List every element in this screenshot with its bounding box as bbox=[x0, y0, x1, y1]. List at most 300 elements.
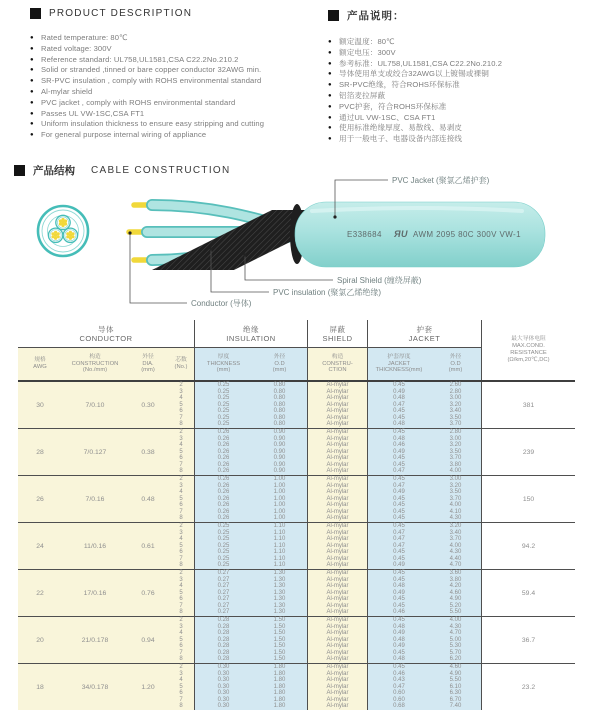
cell-line: 1.50 bbox=[273, 623, 286, 630]
subheader-insulation-od bbox=[252, 348, 308, 380]
description-en-item bbox=[30, 65, 322, 76]
cell-line: 4.30 bbox=[449, 549, 462, 556]
cell-line: 0.80 bbox=[273, 414, 286, 421]
jacket-od-cell bbox=[430, 382, 482, 428]
dia-cell: 0.30 bbox=[128, 382, 168, 428]
cell-line: 2.80 bbox=[449, 388, 462, 395]
cell-line: (No./mm) bbox=[82, 367, 108, 374]
cell-line: Al-mylar bbox=[326, 617, 349, 624]
description-cn-item bbox=[328, 102, 596, 113]
cores-cell bbox=[168, 664, 195, 710]
cell-line: 0.47 bbox=[393, 536, 405, 543]
cell-line: 6.10 bbox=[449, 683, 462, 690]
insulation-od-cell bbox=[252, 570, 308, 616]
cell-line: 0.45 bbox=[393, 408, 405, 415]
cell-line: 0.45 bbox=[393, 476, 405, 483]
cell-line: Al-mylar bbox=[326, 495, 349, 502]
jacket-thickness-cell bbox=[368, 617, 430, 663]
cell-line: 3.70 bbox=[449, 536, 462, 543]
cell-line: 0.25 bbox=[217, 523, 230, 530]
cell-line: 6.20 bbox=[449, 656, 462, 663]
cell-line: 0.25 bbox=[217, 549, 230, 556]
insulation-thickness-cell bbox=[195, 382, 252, 428]
column-group-shield bbox=[308, 320, 368, 348]
cell-line: 2 bbox=[179, 476, 183, 483]
cell-line: 4.30 bbox=[449, 623, 462, 630]
bullet-icon: ● bbox=[30, 67, 34, 74]
cell-line: 8 bbox=[179, 468, 183, 475]
jacket-thickness-cell bbox=[368, 523, 430, 569]
cell-line: 1.10 bbox=[273, 542, 286, 549]
max-resistance-cell: 23.2 bbox=[521, 683, 536, 691]
cell-line: 0.26 bbox=[217, 429, 230, 436]
jacket-od-cell bbox=[430, 523, 482, 569]
cell-line: 0.25 bbox=[217, 555, 230, 562]
cell-line: 0.25 bbox=[217, 414, 230, 421]
insulation-od-cell bbox=[252, 617, 308, 663]
cell-line: 0.45 bbox=[393, 570, 405, 577]
cell-line: 0.26 bbox=[217, 476, 230, 483]
cell-line: 3.80 bbox=[449, 461, 462, 468]
cell-line: JACKET bbox=[387, 360, 411, 367]
spiral-shield-label: Spiral Shield (缠绕屏蔽) bbox=[337, 276, 422, 285]
bullet-icon: ● bbox=[328, 125, 332, 132]
jacket-print-text bbox=[347, 229, 521, 239]
cell-line: 1.80 bbox=[273, 664, 286, 671]
cell-line: 0.26 bbox=[217, 461, 230, 468]
cell-line: 5.00 bbox=[449, 636, 462, 643]
construction-cell: 7/0.16 bbox=[62, 476, 128, 522]
cell-line: 0.68 bbox=[393, 703, 405, 710]
insulation-od-cell bbox=[252, 664, 308, 710]
cell-line: 0.25 bbox=[217, 421, 230, 428]
description-en-text: Reference standard: UL758,UL1581,CSA C22.2No.210.2 bbox=[41, 54, 239, 64]
cell-line: 1.00 bbox=[273, 489, 286, 496]
column-group-insulation bbox=[195, 320, 308, 348]
cell-line: 4.70 bbox=[449, 630, 462, 637]
cell-line: 0.49 bbox=[393, 448, 405, 455]
cell-line: 6 bbox=[179, 690, 183, 697]
cell-line: 0.28 bbox=[217, 630, 230, 637]
cell-line: 0.28 bbox=[217, 649, 230, 656]
cell-line: 3.20 bbox=[449, 482, 462, 489]
cell-line: Al-mylar bbox=[326, 508, 349, 515]
description-en-item bbox=[30, 33, 322, 44]
cell-line: 0.48 bbox=[393, 623, 405, 630]
cell-line: MAX.COND. bbox=[512, 343, 545, 350]
cores-cell bbox=[168, 617, 195, 663]
cell-line: 0.45 bbox=[393, 596, 405, 603]
section-square-icon bbox=[328, 10, 339, 21]
description-en-text: Solid or stranded ,tinned or bare copper conductor 32AWG min. bbox=[41, 65, 262, 75]
jacket-od-cell bbox=[430, 617, 482, 663]
cores-cell bbox=[168, 476, 195, 522]
cell-line: 构造 bbox=[331, 353, 344, 360]
cell-line: Al-mylar bbox=[326, 583, 349, 590]
cell-line: 4 bbox=[179, 442, 183, 449]
cell-line: 0.30 bbox=[217, 696, 230, 703]
cell-line: 1.50 bbox=[273, 643, 286, 650]
cell-line: 4 bbox=[179, 630, 183, 637]
jacket-od-cell bbox=[430, 570, 482, 616]
cell-line: 4 bbox=[179, 395, 183, 402]
cell-line: 0.45 bbox=[393, 602, 405, 609]
construction-cell: 7/0.10 bbox=[62, 382, 128, 428]
cell-line: 6 bbox=[179, 596, 183, 603]
cell-line: 1.10 bbox=[273, 562, 286, 569]
cell-line: 5.20 bbox=[449, 602, 462, 609]
max-resistance-cell: 239 bbox=[522, 448, 535, 456]
cell-line: 构造 bbox=[89, 353, 101, 360]
cell-line: 1.30 bbox=[273, 609, 286, 616]
cell-line: THICKNESS(mm) bbox=[375, 367, 423, 374]
cell-line: (No.) bbox=[174, 364, 188, 370]
description-en-item bbox=[30, 119, 322, 130]
bullet-icon: ● bbox=[30, 110, 34, 117]
cell-line: Al-mylar bbox=[326, 468, 349, 475]
subheader-insulation-thickness bbox=[195, 348, 252, 380]
cell-line: 0.47 bbox=[393, 468, 405, 475]
description-cn-item bbox=[328, 69, 596, 80]
shield-construction-cell bbox=[308, 664, 368, 710]
cores-cell bbox=[168, 429, 195, 475]
cell-line: 0.47 bbox=[393, 529, 405, 536]
description-en-text: SR-PVC insulation , comply with ROHS environmental standard bbox=[41, 76, 262, 86]
cell-line: 0.43 bbox=[393, 677, 405, 684]
cell-line: Al-mylar bbox=[326, 408, 349, 415]
cell-line: 8 bbox=[179, 515, 183, 522]
cell-line: 4.20 bbox=[449, 583, 462, 590]
cell-line: Al-mylar bbox=[326, 630, 349, 637]
cell-line: 3 bbox=[179, 482, 183, 489]
subheader-jacket-od bbox=[430, 348, 482, 380]
product-description-list bbox=[30, 33, 322, 141]
cell-line: Al-mylar bbox=[326, 429, 349, 436]
cell-line: 3.50 bbox=[449, 448, 462, 455]
cell-line: 0.45 bbox=[393, 549, 405, 556]
cell-line: 最大导体电阻 bbox=[511, 336, 546, 343]
cell-line: 3.40 bbox=[449, 529, 462, 536]
cell-line: 0.90 bbox=[273, 448, 286, 455]
cell-line: Al-mylar bbox=[326, 636, 349, 643]
cell-line: 4.30 bbox=[449, 515, 462, 522]
cell-line: 1.10 bbox=[273, 536, 286, 543]
cell-line: 5.70 bbox=[449, 649, 462, 656]
cell-line: 0.45 bbox=[393, 508, 405, 515]
cell-line: 6 bbox=[179, 643, 183, 650]
cell-line: 0.27 bbox=[217, 602, 230, 609]
cores-cell bbox=[168, 382, 195, 428]
cell-line: 4.00 bbox=[449, 617, 462, 624]
cell-line: 0.30 bbox=[217, 690, 230, 697]
cell-line: 1.80 bbox=[273, 696, 286, 703]
cell-line: 1.00 bbox=[273, 502, 286, 509]
cable-construction-diagram bbox=[0, 170, 603, 316]
bullet-icon: ● bbox=[328, 136, 332, 143]
cell-line: 1.00 bbox=[273, 482, 286, 489]
cell-line: 3 bbox=[179, 388, 183, 395]
cell-line: 1.30 bbox=[273, 589, 286, 596]
cell-line: Al-mylar bbox=[326, 589, 349, 596]
description-en-text: Rated voltage: 300V bbox=[41, 43, 112, 53]
cable-3d-view bbox=[129, 202, 545, 270]
jacket-od-cell bbox=[430, 664, 482, 710]
cell-line: 3.20 bbox=[449, 442, 462, 449]
cell-line: 0.26 bbox=[217, 448, 230, 455]
cell-line: 0.25 bbox=[217, 388, 230, 395]
cell-line: 7 bbox=[179, 696, 183, 703]
subheader-jacket-thickness bbox=[368, 348, 430, 380]
cell-line: 2 bbox=[179, 617, 183, 624]
max-resistance-cell: 94.2 bbox=[521, 542, 536, 550]
jacket-thickness-cell bbox=[368, 476, 430, 522]
cell-line: 0.26 bbox=[217, 455, 230, 462]
bullet-icon: ● bbox=[328, 60, 332, 67]
cell-line: 0.49 bbox=[393, 388, 405, 395]
cell-line: 0.26 bbox=[217, 435, 230, 442]
awg-cell: 20 bbox=[18, 617, 62, 663]
cell-line: 8 bbox=[179, 609, 183, 616]
awg-cell: 26 bbox=[18, 476, 62, 522]
dia-cell: 0.94 bbox=[128, 617, 168, 663]
cell-line: Al-mylar bbox=[326, 677, 349, 684]
cell-line: 0.46 bbox=[393, 442, 405, 449]
subheader-cores bbox=[168, 348, 195, 380]
cell-line: 1.10 bbox=[273, 549, 286, 556]
cell-line: 0.25 bbox=[217, 382, 230, 389]
cell-line: 0.45 bbox=[393, 461, 405, 468]
cell-line: 0.28 bbox=[217, 617, 230, 624]
cell-line: 0.48 bbox=[393, 636, 405, 643]
table-row-awg-30 bbox=[18, 382, 575, 428]
cell-line: THICKNESS bbox=[206, 360, 241, 367]
insulation-thickness-cell bbox=[195, 429, 252, 475]
cell-line: 0.28 bbox=[217, 656, 230, 663]
construction-cell: 11/0.16 bbox=[62, 523, 128, 569]
table-row-awg-24 bbox=[18, 522, 575, 569]
description-cn-text: 铝箔麦拉屏蔽 bbox=[339, 90, 386, 100]
shield-construction-cell bbox=[308, 570, 368, 616]
cell-line: 4.00 bbox=[449, 468, 462, 475]
max-resistance-cell: 381 bbox=[522, 401, 535, 409]
cell-line: 6.30 bbox=[449, 690, 462, 697]
cell-line: Al-mylar bbox=[326, 455, 349, 462]
cell-line: 0.27 bbox=[217, 589, 230, 596]
cell-line: (mm) bbox=[141, 367, 155, 374]
cell-line: 2 bbox=[179, 523, 183, 530]
cell-line: 3.50 bbox=[449, 489, 462, 496]
cell-line: Al-mylar bbox=[326, 643, 349, 650]
description-en-item bbox=[30, 44, 322, 55]
cell-line: 0.30 bbox=[217, 683, 230, 690]
bullet-icon: ● bbox=[30, 88, 34, 95]
cell-line: (mm) bbox=[448, 367, 463, 374]
description-en-text: Passes UL VW-1SC,CSA FT1 bbox=[41, 108, 145, 118]
cell-line: 4.90 bbox=[449, 596, 462, 603]
cell-line: CONSTRUCTION bbox=[71, 360, 119, 367]
cell-line: Al-mylar bbox=[326, 683, 349, 690]
cell-line: 2 bbox=[179, 382, 183, 389]
jacket-thickness-cell bbox=[368, 664, 430, 710]
cell-line: 0.90 bbox=[273, 442, 286, 449]
cell-line: 0.90 bbox=[273, 455, 286, 462]
cell-line: O.D bbox=[274, 360, 285, 367]
cell-line: 5.30 bbox=[449, 643, 462, 650]
cell-line: 7 bbox=[179, 414, 183, 421]
dia-cell: 0.61 bbox=[128, 523, 168, 569]
cell-line: 0.45 bbox=[393, 495, 405, 502]
cell-line: 1.30 bbox=[273, 596, 286, 603]
cell-line: Al-mylar bbox=[326, 623, 349, 630]
cell-line: 0.47 bbox=[393, 482, 405, 489]
cell-line: O.D bbox=[450, 360, 461, 367]
cell-line: 0.30 bbox=[217, 703, 230, 710]
cell-line: Al-mylar bbox=[326, 461, 349, 468]
cell-line: 0.26 bbox=[217, 515, 230, 522]
description-en-text: For general purpose internal wiring of appliance bbox=[41, 130, 207, 140]
cell-line: 0.60 bbox=[393, 696, 405, 703]
cell-line: 0.49 bbox=[393, 489, 405, 496]
cell-line: Al-mylar bbox=[326, 570, 349, 577]
cell-line: 1.00 bbox=[273, 508, 286, 515]
cell-line: 0.28 bbox=[217, 623, 230, 630]
cell-line: 0.46 bbox=[393, 609, 405, 616]
cell-line: 外径 bbox=[449, 353, 462, 360]
cell-line: 2 bbox=[179, 570, 183, 577]
description-cn-text: SR-PVC绝缘，符合ROHS环保标准 bbox=[339, 80, 460, 90]
cell-line: 3 bbox=[179, 529, 183, 536]
cell-line: 外径 bbox=[142, 353, 154, 360]
cell-line: 3.00 bbox=[449, 435, 462, 442]
table-row-awg-22 bbox=[18, 569, 575, 616]
cell-line: 0.45 bbox=[393, 523, 405, 530]
cell-line: 8 bbox=[179, 421, 183, 428]
cell-line: 5 bbox=[179, 542, 183, 549]
subheader-max-resistance bbox=[482, 320, 575, 380]
table-row-awg-18 bbox=[18, 663, 575, 710]
product-description-section bbox=[30, 8, 322, 141]
description-cn-item bbox=[328, 113, 596, 124]
cell-line: 0.45 bbox=[393, 664, 405, 671]
insulation-od-cell bbox=[252, 382, 308, 428]
cell-line: 7 bbox=[179, 555, 183, 562]
cable-cross-section bbox=[38, 206, 88, 256]
cell-line: Al-mylar bbox=[326, 448, 349, 455]
cell-line: 0.28 bbox=[217, 643, 230, 650]
description-cn-item bbox=[328, 37, 596, 48]
cell-line: Al-mylar bbox=[326, 476, 349, 483]
cell-line: (mm) bbox=[216, 367, 231, 374]
cell-line: 3.00 bbox=[449, 476, 462, 483]
cell-line: 0.26 bbox=[217, 508, 230, 515]
cell-line: 2 bbox=[179, 429, 183, 436]
cell-line: 1.80 bbox=[273, 690, 286, 697]
description-cn-item bbox=[328, 134, 596, 145]
cell-line: 0.48 bbox=[393, 395, 405, 402]
cell-line: Al-mylar bbox=[326, 562, 349, 569]
dia-cell: 0.38 bbox=[128, 429, 168, 475]
pvc-insulation-label: PVC insulation (聚氯乙烯绝缘) bbox=[273, 288, 382, 297]
ul-recognized-mark-icon: ЯU bbox=[394, 229, 408, 239]
awg-cell: 30 bbox=[18, 382, 62, 428]
spec-table bbox=[18, 320, 575, 710]
cell-line: Al-mylar bbox=[326, 414, 349, 421]
cell-line: 绝缘 bbox=[243, 324, 259, 334]
cell-line: 5 bbox=[179, 636, 183, 643]
cell-line: Al-mylar bbox=[326, 515, 349, 522]
awg-cell: 24 bbox=[18, 523, 62, 569]
cell-line: Al-mylar bbox=[326, 542, 349, 549]
cell-line: 0.45 bbox=[393, 576, 405, 583]
cell-line: DIA. bbox=[142, 360, 154, 367]
cell-line: 护套厚度 bbox=[387, 353, 411, 360]
cell-line: 1.30 bbox=[273, 576, 286, 583]
cell-line: 7 bbox=[179, 649, 183, 656]
cell-line: Al-mylar bbox=[326, 664, 349, 671]
cell-line: Al-mylar bbox=[326, 382, 349, 389]
column-group-jacket bbox=[368, 320, 482, 348]
cell-line: 0.49 bbox=[393, 562, 405, 569]
cable-construction-heading-en: CABLE CONSTRUCTION bbox=[91, 165, 231, 176]
cell-line: 4.70 bbox=[449, 562, 462, 569]
cell-line: 0.80 bbox=[273, 421, 286, 428]
product-description-cn-list bbox=[328, 37, 596, 145]
subheader-shield-construction bbox=[308, 348, 368, 380]
insulation-od-cell bbox=[252, 476, 308, 522]
cell-line: 6 bbox=[179, 408, 183, 415]
shield-construction-cell bbox=[308, 617, 368, 663]
jacket-od-cell bbox=[430, 476, 482, 522]
description-cn-item bbox=[328, 91, 596, 102]
cell-line: Al-mylar bbox=[326, 395, 349, 402]
cell-line: 0.26 bbox=[217, 495, 230, 502]
description-cn-text: 用于一般电子、电器设备内部连接线 bbox=[339, 134, 463, 144]
cell-line: (mm) bbox=[272, 367, 287, 374]
cell-line: 1.00 bbox=[273, 476, 286, 483]
cell-line: 7 bbox=[179, 508, 183, 515]
cell-line: 4.90 bbox=[449, 670, 462, 677]
cell-line: 8 bbox=[179, 562, 183, 569]
cell-line: 1.10 bbox=[273, 555, 286, 562]
description-en-text: PVC jacket , comply with ROHS environmental standard bbox=[41, 97, 236, 107]
cell-line: 0.45 bbox=[393, 617, 405, 624]
cell-line: 1.30 bbox=[273, 570, 286, 577]
cell-line: Al-mylar bbox=[326, 602, 349, 609]
cell-line: Al-mylar bbox=[326, 536, 349, 543]
description-cn-text: 额定温度：80℃ bbox=[339, 37, 395, 46]
cell-line: Al-mylar bbox=[326, 656, 349, 663]
bullet-icon: ● bbox=[328, 39, 332, 45]
max-resistance-cell: 150 bbox=[522, 495, 535, 503]
cell-line: 1.50 bbox=[273, 636, 286, 643]
cell-line: 4.10 bbox=[449, 508, 462, 515]
cell-line: 1.50 bbox=[273, 617, 286, 624]
cell-line: 0.80 bbox=[273, 395, 286, 402]
cell-line: JACKET bbox=[408, 333, 441, 343]
dia-cell: 0.76 bbox=[128, 570, 168, 616]
cell-line: 5.50 bbox=[449, 677, 462, 684]
cell-line: 6.70 bbox=[449, 696, 462, 703]
description-cn-item bbox=[328, 80, 596, 91]
cell-line: 0.47 bbox=[393, 401, 405, 408]
cell-line: 芯数 bbox=[175, 357, 187, 364]
cell-line: 4 bbox=[179, 583, 183, 590]
shield-construction-cell bbox=[308, 476, 368, 522]
cell-line: 0.26 bbox=[217, 502, 230, 509]
insulation-thickness-cell bbox=[195, 476, 252, 522]
cell-line: 3.20 bbox=[449, 523, 462, 530]
cell-line: 0.26 bbox=[217, 468, 230, 475]
